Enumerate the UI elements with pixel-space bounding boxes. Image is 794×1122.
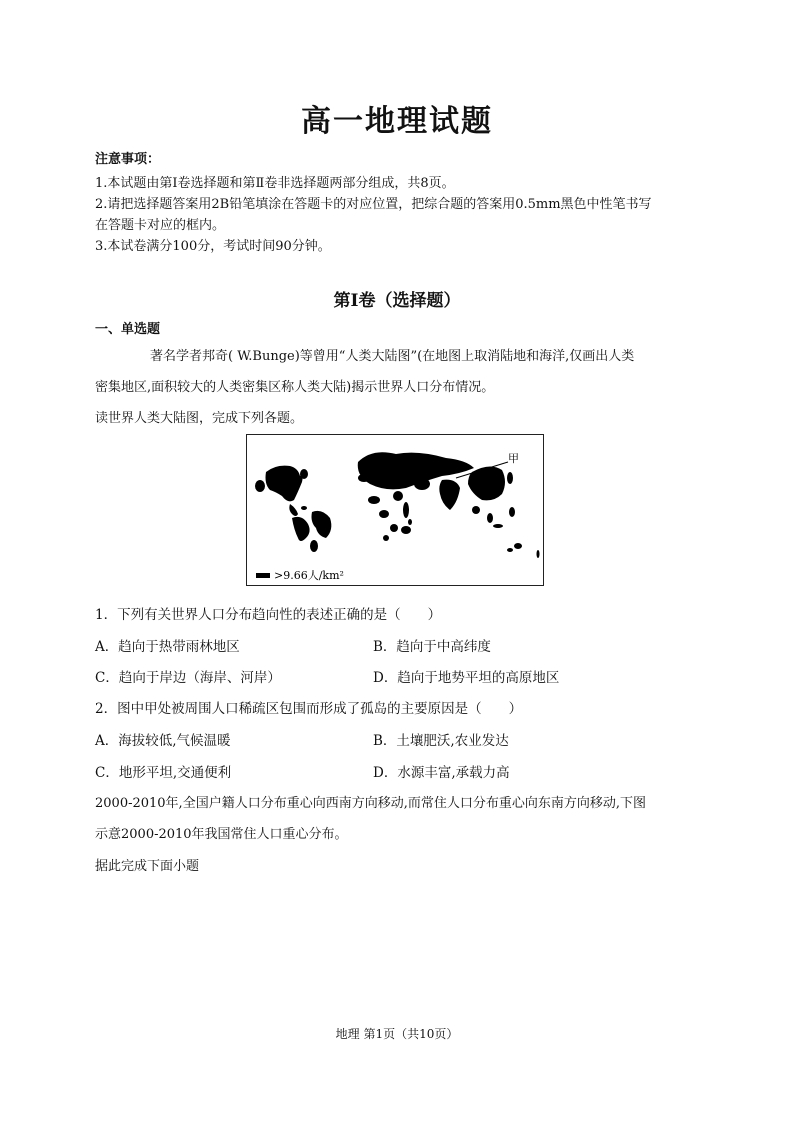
page-footer: 地理 第1页（共10页）	[335, 1027, 459, 1041]
intro-paragraph-line: 密集地区,面积较大的人类密集区称人类大陆)揭示世界人口分布情况。	[95, 380, 495, 395]
question-2-option-a: A．海拔较低,气候温暖	[95, 733, 231, 749]
notice-heading: 注意事项：	[95, 152, 161, 167]
notice-item: 在答题卡对应的框内。	[95, 218, 226, 233]
notice-item: 2.请把选择题答案用2B铅笔填涂在答题卡的对应位置，把综合题的答案用0.5mm黑色中性笔书写	[95, 197, 652, 212]
question-1-option-b: B．趋向于中高纬度	[373, 639, 491, 655]
legend-swatch	[256, 573, 270, 578]
legend-label: >9.66人/km²	[274, 569, 344, 582]
question-2-option-b: B．土壤肥沃,农业发达	[373, 733, 509, 749]
notice-item: 3.本试卷满分100分，考试时间90分钟。	[95, 239, 331, 254]
question-1-option-a: A．趋向于热带雨林地区	[95, 639, 240, 655]
intro-paragraph-line: 著名学者邦奇( W.Bunge)等曾用“人类大陆图”(在地图上取消陆地和海洋,仅画出人类	[150, 349, 635, 364]
passage-instruction: 据此完成下面小题	[95, 859, 200, 874]
world-population-map	[246, 434, 544, 586]
question-1-stem: 1．下列有关世界人口分布趋向性的表述正确的是（ ）	[95, 607, 442, 623]
question-2-stem: 2．图中甲处被周围人口稀疏区包围而形成了孤岛的主要原因是（ ）	[95, 701, 523, 717]
intro-instruction: 读世界人类大陆图，完成下列各题。	[95, 411, 304, 426]
subsection-heading: 一、单选题	[95, 322, 161, 337]
map-marker-label: 甲	[508, 452, 519, 465]
notice-item: 1.本试题由第Ⅰ卷选择题和第Ⅱ卷非选择题两部分组成，共8页。	[95, 176, 455, 191]
page-title: 高一地理试题	[301, 104, 493, 139]
passage-line: 示意2000-2010年我国常住人口重心分布。	[95, 827, 348, 842]
question-2-option-d: D．水源丰富,承载力高	[373, 765, 510, 781]
question-1-option-d: D．趋向于地势平坦的高原地区	[373, 670, 560, 686]
question-2-option-c: C．地形平坦,交通便利	[95, 765, 232, 781]
question-1-option-c: C．趋向于岸边（海岸、河岸）	[95, 670, 281, 686]
section-title: 第Ⅰ卷（选择题）	[333, 291, 461, 311]
passage-line: 2000-2010年,全国户籍人口分布重心向西南方向移动,而常住人口分布重心向东南方向移动,下图	[95, 796, 646, 811]
